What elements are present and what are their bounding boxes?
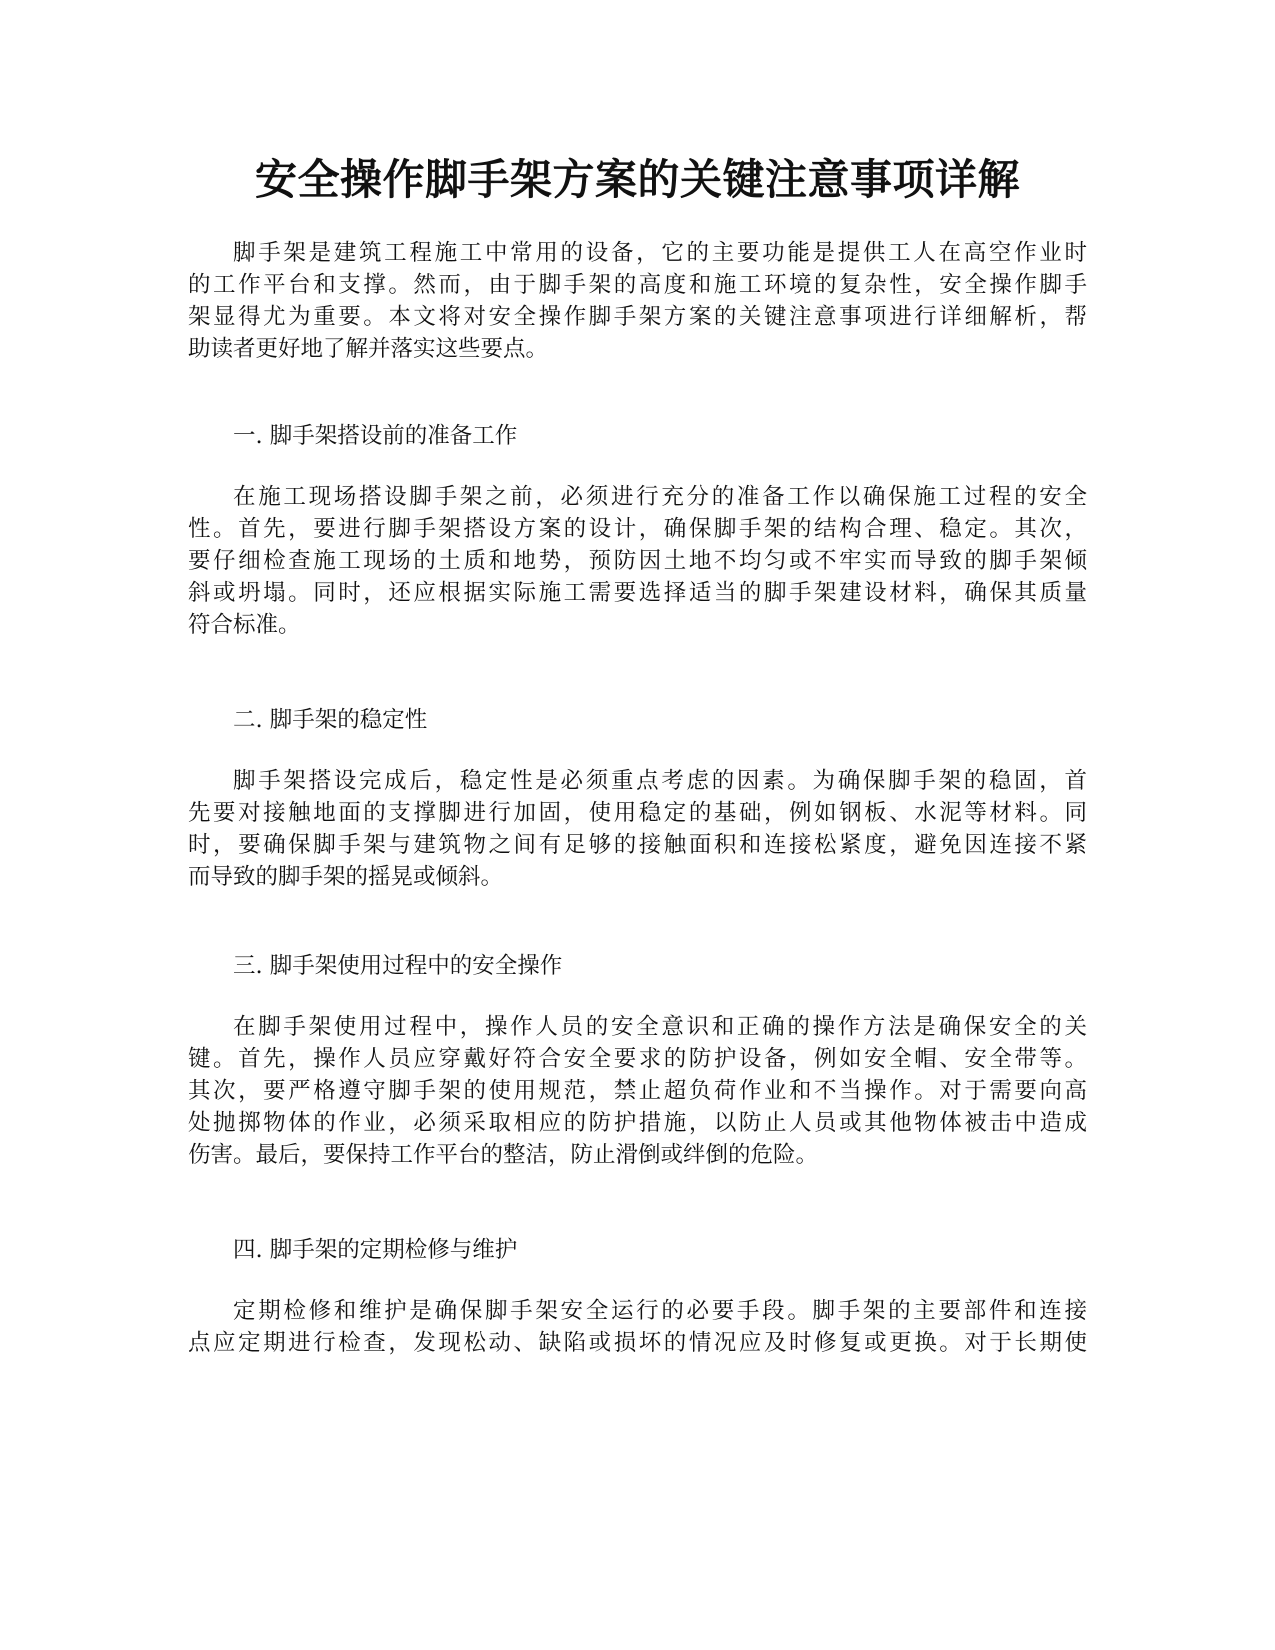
paragraph-line: 要仔细检查施工现场的土质和地势，预防因土地不均匀或不牢实而导致的脚手架倾 bbox=[188, 548, 1087, 574]
paragraph-line: 架显得尤为重要。本文将对安全操作脚手架方案的关键注意事项进行详细解析，帮 bbox=[188, 304, 1087, 330]
paragraph-line: 在脚手架使用过程中，操作人员的安全意识和正确的操作方法是确保安全的关 bbox=[233, 1014, 1087, 1040]
paragraph-line: 性。首先，要进行脚手架搭设方案的设计，确保脚手架的结构合理、稳定。其次， bbox=[188, 516, 1087, 542]
paragraph-line: 脚手架是建筑工程施工中常用的设备，它的主要功能是提供工人在高空作业时 bbox=[233, 240, 1087, 266]
paragraph-line: 助读者更好地了解并落实这些要点。 bbox=[188, 336, 549, 362]
paragraph-line: 时，要确保脚手架与建筑物之间有足够的接触面积和连接松紧度，避免因连接不紧 bbox=[188, 832, 1087, 858]
section-paragraph-2 bbox=[188, 765, 1087, 893]
paragraph-line: 其次，要严格遵守脚手架的使用规范，禁止超负荷作业和不当操作。对于需要向高 bbox=[188, 1078, 1087, 1104]
paragraph-line: 键。首先，操作人员应穿戴好符合安全要求的防护设备，例如安全帽、安全带等。 bbox=[188, 1046, 1087, 1072]
paragraph-line: 的工作平台和支撑。然而，由于脚手架的高度和施工环境的复杂性，安全操作脚手 bbox=[188, 272, 1087, 298]
paragraph-line: 在施工现场搭设脚手架之前，必须进行充分的准备工作以确保施工过程的安全 bbox=[233, 484, 1087, 510]
section-heading-4: 四. 脚手架的定期检修与维护 bbox=[233, 1237, 518, 1263]
paragraph-line: 而导致的脚手架的摇晃或倾斜。 bbox=[188, 864, 504, 890]
paragraph-line: 点应定期进行检查，发现松动、缺陷或损坏的情况应及时修复或更换。对于长期使 bbox=[188, 1330, 1087, 1356]
section-paragraph-3 bbox=[188, 1011, 1087, 1171]
intro-paragraph bbox=[188, 237, 1087, 365]
paragraph-line: 处抛掷物体的作业，必须采取相应的防护措施，以防止人员或其他物体被击中造成 bbox=[188, 1110, 1087, 1136]
section-paragraph-1 bbox=[188, 481, 1087, 641]
paragraph-line: 符合标准。 bbox=[188, 612, 301, 638]
section-paragraph-4 bbox=[188, 1295, 1087, 1359]
document-title: 安全操作脚手架方案的关键注意事项详解 bbox=[254, 155, 1020, 204]
paragraph-line: 斜或坍塌。同时，还应根据实际施工需要选择适当的脚手架建设材料，确保其质量 bbox=[188, 580, 1087, 606]
section-heading-3: 三. 脚手架使用过程中的安全操作 bbox=[233, 953, 563, 979]
section-heading-2: 二. 脚手架的稳定性 bbox=[233, 707, 428, 733]
paragraph-line: 脚手架搭设完成后，稳定性是必须重点考虑的因素。为确保脚手架的稳固，首 bbox=[233, 768, 1087, 794]
paragraph-line: 伤害。最后，要保持工作平台的整洁，防止滑倒或绊倒的危险。 bbox=[188, 1142, 819, 1168]
paragraph-line: 定期检修和维护是确保脚手架安全运行的必要手段。脚手架的主要部件和连接 bbox=[233, 1298, 1087, 1324]
paragraph-line: 先要对接触地面的支撑脚进行加固，使用稳定的基础，例如钢板、水泥等材料。同 bbox=[188, 800, 1087, 826]
section-heading-1: 一. 脚手架搭设前的准备工作 bbox=[233, 423, 518, 449]
